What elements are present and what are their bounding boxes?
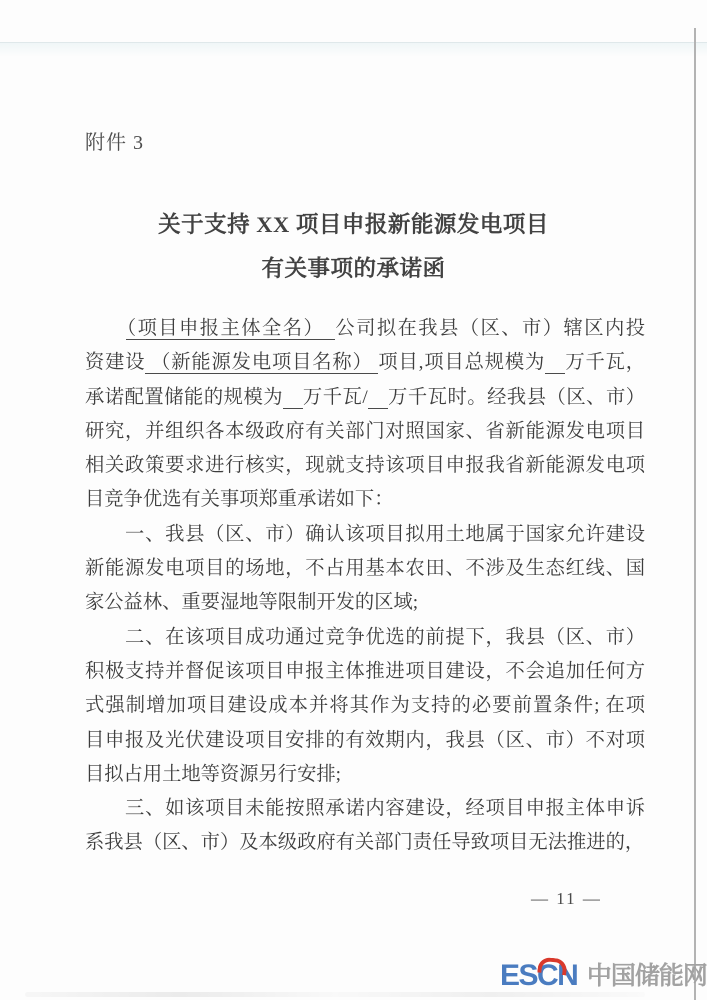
document-text-segment: 二、在该项目成功通过竞争优选的前提下，我县（区、市） bbox=[85, 626, 645, 648]
document-title-line-2: 有关事项的承诺函 bbox=[261, 256, 446, 281]
document-text-segment: 万千瓦， bbox=[565, 352, 646, 374]
document-text-segment: 目申报及光伏建设项目安排的有效期内，我县（区、市）不对项 bbox=[85, 729, 645, 751]
document-title-line-1: 关于支持 XX 项目申报新能源发电项目 bbox=[158, 212, 549, 237]
document-text-segment: 家公益林、重要湿地等限制开发的区域; bbox=[85, 592, 419, 614]
document-line bbox=[85, 346, 645, 380]
document-line bbox=[85, 655, 645, 689]
escn-watermark-logo bbox=[500, 961, 707, 995]
document-body bbox=[85, 312, 645, 861]
document-line bbox=[85, 312, 645, 346]
document-text-segment: 研究，并组织各本级政府有关部门对照国家、省新能源发电项目 bbox=[85, 420, 645, 442]
attachment-label: 附件 3 bbox=[85, 132, 144, 154]
document-line bbox=[85, 483, 645, 517]
document-text-segment: 公司拟在我县（区、市）辖区内投 bbox=[335, 318, 645, 339]
document-text-segment: 目竞争优选有关事项郑重承诺如下： bbox=[85, 489, 394, 511]
document-text-segment: 万千瓦时。经我县（区、市） bbox=[388, 386, 646, 408]
escn-logo-latin-text: ESCN bbox=[500, 959, 578, 992]
document-line bbox=[85, 449, 645, 483]
document-line bbox=[85, 758, 645, 792]
document-text-segment: 项目,项目总规模为 bbox=[378, 352, 546, 374]
document-line bbox=[85, 689, 645, 723]
fill-in-blank-underline bbox=[283, 387, 303, 409]
fill-in-blank-underline bbox=[368, 387, 388, 409]
document-line bbox=[85, 586, 645, 620]
document-text-segment: 新能源发电项目的场地，不占用基本农田、不涉及生态红线、国 bbox=[85, 558, 645, 580]
document-line bbox=[85, 724, 645, 758]
page-edge-shadow bbox=[694, 28, 696, 1000]
document-text-segment: 式强制增加项目建设成本并将其作为支持的必要前置条件; 在项 bbox=[85, 695, 645, 717]
document-text-segment: 系我县（区、市）及本级政府有关部门责任导致项目无法推进的， bbox=[85, 832, 645, 854]
document-text-segment: 相关政策要求进行核实，现就支持该项目申报我省新能源发电项 bbox=[85, 455, 645, 477]
fill-in-blank-underline: （项目申报主体全名） bbox=[126, 318, 336, 339]
document-text-segment: 万千瓦/ bbox=[302, 386, 368, 408]
document-text-segment: 三、如该项目未能按照承诺内容建设，经项目申报主体申诉 bbox=[85, 798, 645, 820]
document-text-segment: 一、我县（区、市）确认该项目拟用土地属于国家允许建设 bbox=[85, 523, 645, 545]
document-line bbox=[85, 381, 645, 415]
page-number: — 11 — bbox=[531, 889, 602, 908]
fill-in-blank-underline bbox=[545, 352, 565, 374]
fill-in-blank-underline: （新能源发电项目名称） bbox=[145, 352, 379, 374]
document-line bbox=[85, 552, 645, 586]
document-text-segment: 积极支持并督促该项目申报主体推进项目建设，不会追加任何方 bbox=[85, 660, 645, 682]
document-title bbox=[0, 203, 707, 291]
escn-logo-chinese-text: 中国储能网 bbox=[586, 962, 707, 990]
document-line bbox=[85, 792, 645, 826]
document-text-segment: 资建设 bbox=[85, 352, 146, 374]
document-text-segment: 目拟占用土地等资源另行安排; bbox=[85, 763, 342, 785]
scan-artifact-top-band bbox=[0, 43, 707, 57]
document-line bbox=[85, 415, 645, 449]
document-text-segment: 承诺配置储能的规模为 bbox=[85, 386, 284, 408]
document-line bbox=[85, 826, 645, 860]
document-line bbox=[85, 518, 645, 552]
document-line bbox=[85, 621, 645, 655]
document-text-segment bbox=[85, 318, 126, 339]
